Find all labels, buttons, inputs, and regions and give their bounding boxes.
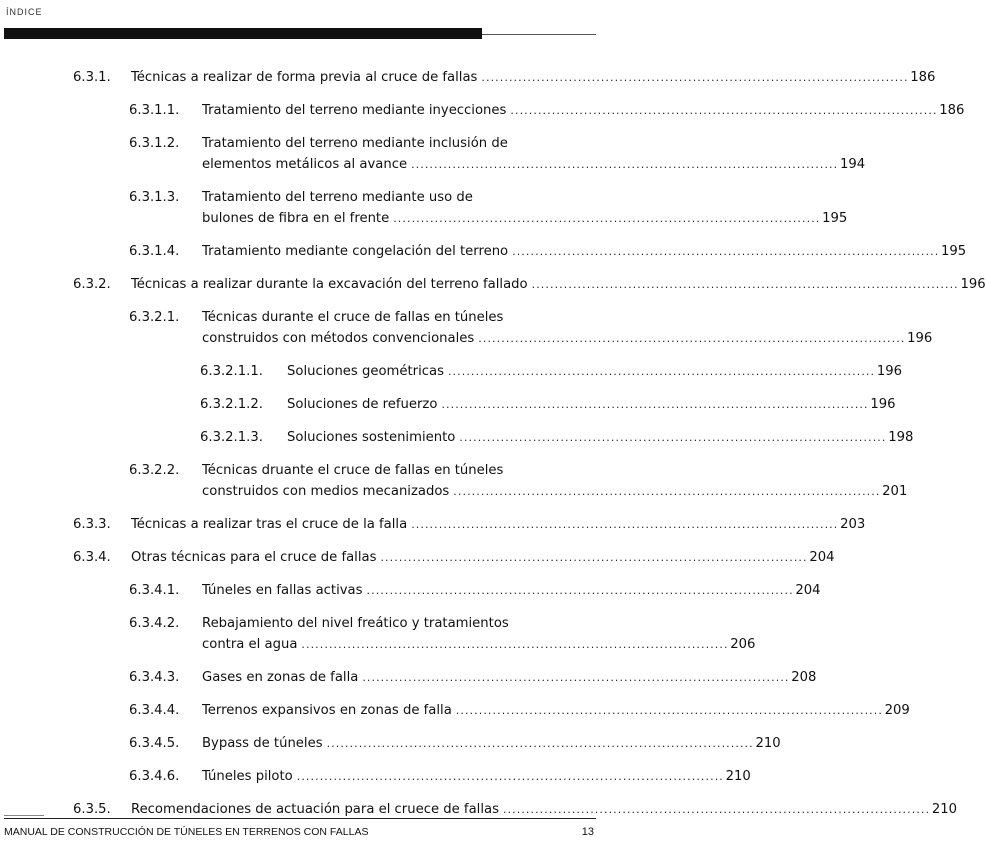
dot-leader: [380, 547, 805, 568]
toc-entry-title: construidos con medios mecanizados: [202, 484, 450, 499]
toc-entry-title: Tratamiento del terreno mediante uso de: [202, 190, 473, 205]
dot-leader: [459, 427, 884, 448]
footer-rule: [4, 818, 596, 819]
page-number: 13: [581, 826, 594, 838]
toc-entry-title: Tratamiento mediante congelación del terreno: [202, 244, 509, 259]
toc-entry[interactable]: [73, 514, 866, 535]
toc-entry-page: 186: [939, 103, 965, 118]
dot-leader: [510, 100, 935, 121]
toc-entry-title: Rebajamiento del nivel freático y tratamientos: [202, 616, 509, 631]
toc-entry-title: Terrenos expansivos en zonas de falla: [202, 703, 452, 718]
dot-leader: [512, 241, 937, 262]
header-bar: [4, 28, 482, 39]
toc-entry-number: 6.3.4.3.: [129, 670, 180, 685]
toc-entry-number: 6.3.1.3.: [129, 190, 180, 205]
toc-entry-page: 210: [755, 736, 781, 751]
toc-entry-title: Tratamiento del terreno mediante inclusión de: [202, 136, 508, 151]
dot-leader: [481, 67, 906, 88]
toc-entry-number: 6.3.4.4.: [129, 703, 180, 718]
toc-entry[interactable]: [129, 100, 965, 121]
toc-entry-number: 6.3.4.6.: [129, 769, 180, 784]
toc-entry-page: 204: [795, 583, 821, 598]
dot-leader: [441, 394, 866, 415]
toc-entry-number: 6.3.1.4.: [129, 244, 180, 259]
toc-entry-number: 6.3.3.: [73, 517, 111, 532]
toc-entry-number: 6.3.4.1.: [129, 583, 180, 598]
running-header: ÍNDICE: [6, 7, 43, 17]
toc-entry-page: 196: [870, 397, 896, 412]
toc-entry[interactable]: [129, 307, 933, 349]
toc-entry-number: 6.3.2.1.: [129, 310, 180, 325]
toc-entry-title: Soluciones geométricas: [287, 364, 444, 379]
toc-entry-page: 201: [882, 484, 908, 499]
toc-entry-page: 186: [910, 70, 936, 85]
toc-entry-number: 6.3.2.1.2.: [200, 397, 263, 412]
dot-leader: [453, 481, 878, 502]
toc-entry-number: 6.3.2.: [73, 277, 111, 292]
toc-entry-number: 6.3.2.2.: [129, 463, 180, 478]
toc-entry[interactable]: [200, 427, 914, 448]
toc-entry-page: 194: [839, 157, 866, 172]
toc-entry-page: 196: [960, 277, 986, 292]
toc-entry[interactable]: [129, 241, 967, 262]
toc-entry[interactable]: [129, 460, 908, 502]
toc-entry-title: Soluciones de refuerzo: [287, 397, 438, 412]
toc-entry-title: Recomendaciones de actuación para el cruece de fallas: [131, 802, 499, 817]
dot-leader: [448, 361, 873, 382]
toc-entry-page: 198: [888, 430, 914, 445]
dot-leader: [411, 514, 836, 535]
toc-entry-title: Técnicas durante el cruce de fallas en túneles: [202, 310, 504, 325]
header-rule: [482, 34, 596, 35]
dot-leader: [367, 580, 792, 601]
toc-entry-title: Técnicas druante el cruce de fallas en túneles: [202, 463, 504, 478]
toc-entry-title: construidos con métodos convencionales: [202, 331, 475, 346]
toc-entry-page: 206: [730, 637, 756, 652]
toc-entry-page: 195: [822, 211, 848, 226]
toc-entry[interactable]: [73, 799, 957, 820]
toc-entry[interactable]: [129, 733, 781, 754]
toc-entry[interactable]: [129, 187, 848, 229]
toc-entry-title: bulones de fibra en el frente: [202, 211, 390, 226]
toc-entry-page: 196: [876, 364, 902, 379]
dot-leader: [478, 328, 903, 349]
footer-title: MANUAL DE CONSTRUCCIÓN DE TÚNELES EN TERRENOS CON FALLAS: [4, 826, 369, 838]
dot-leader: [297, 766, 722, 787]
toc-entry-title: Túneles piloto: [202, 769, 293, 784]
dot-leader: [301, 634, 726, 655]
toc-entry[interactable]: [73, 547, 835, 568]
toc-entry-title: Técnicas a realizar durante la excavación del terreno fallado: [131, 277, 528, 292]
toc-entry[interactable]: [129, 133, 866, 175]
dot-leader: [503, 799, 928, 820]
toc-entry-page: 210: [725, 769, 751, 784]
toc-entry-page: 195: [941, 244, 967, 259]
toc-entry-number: 6.3.2.1.3.: [200, 430, 263, 445]
toc-entry[interactable]: [129, 700, 910, 721]
toc-entry-title: Tratamiento del terreno mediante inyecciones: [202, 103, 507, 118]
footer-accent-rule: [4, 815, 44, 816]
toc-entry[interactable]: [200, 361, 902, 382]
toc-entry[interactable]: [129, 580, 821, 601]
toc-entry-title: Otras técnicas para el cruce de fallas: [131, 550, 377, 565]
toc-entry-title: Soluciones sostenimiento: [287, 430, 456, 445]
toc-entry-page: 204: [809, 550, 835, 565]
dot-leader: [393, 208, 818, 229]
dot-leader: [456, 700, 881, 721]
toc-entry-title: Túneles en fallas activas: [202, 583, 363, 598]
toc-entry[interactable]: [73, 274, 986, 295]
toc-entry-number: 6.3.4.: [73, 550, 111, 565]
toc-entry-number: 6.3.1.: [73, 70, 111, 85]
toc-entry-number: 6.3.1.1.: [129, 103, 180, 118]
toc-entry-number: 6.3.4.2.: [129, 616, 180, 631]
toc-entry-page: 209: [884, 703, 910, 718]
toc-entry-page: 196: [907, 331, 933, 346]
toc-entry-number: 6.3.2.1.1.: [200, 364, 263, 379]
toc-entry-title: Gases en zonas de falla: [202, 670, 359, 685]
toc-entry-number: 6.3.5.: [73, 802, 111, 817]
toc-entry-page: 208: [791, 670, 817, 685]
toc-entry[interactable]: [200, 394, 896, 415]
toc-entry[interactable]: [129, 667, 817, 688]
toc-entry-number: 6.3.1.2.: [129, 136, 180, 151]
toc-entry-number: 6.3.4.5.: [129, 736, 180, 751]
toc-entry[interactable]: [73, 67, 936, 88]
toc-entry-title: elementos metálicos al avance: [202, 157, 408, 172]
toc-entry[interactable]: [129, 613, 756, 655]
toc-entry-title: contra el agua: [202, 637, 298, 652]
dot-leader: [327, 733, 752, 754]
toc-entry-page: 210: [931, 802, 957, 817]
dot-leader: [532, 274, 957, 295]
toc-entry-title: Técnicas a realizar tras el cruce de la falla: [131, 517, 408, 532]
toc-entry-title: Técnicas a realizar de forma previa al cruce de fallas: [131, 70, 478, 85]
toc-entry-page: 203: [840, 517, 866, 532]
toc-entry-title: Bypass de túneles: [202, 736, 323, 751]
dot-leader: [411, 154, 836, 175]
dot-leader: [362, 667, 787, 688]
toc-entry[interactable]: [129, 766, 751, 787]
